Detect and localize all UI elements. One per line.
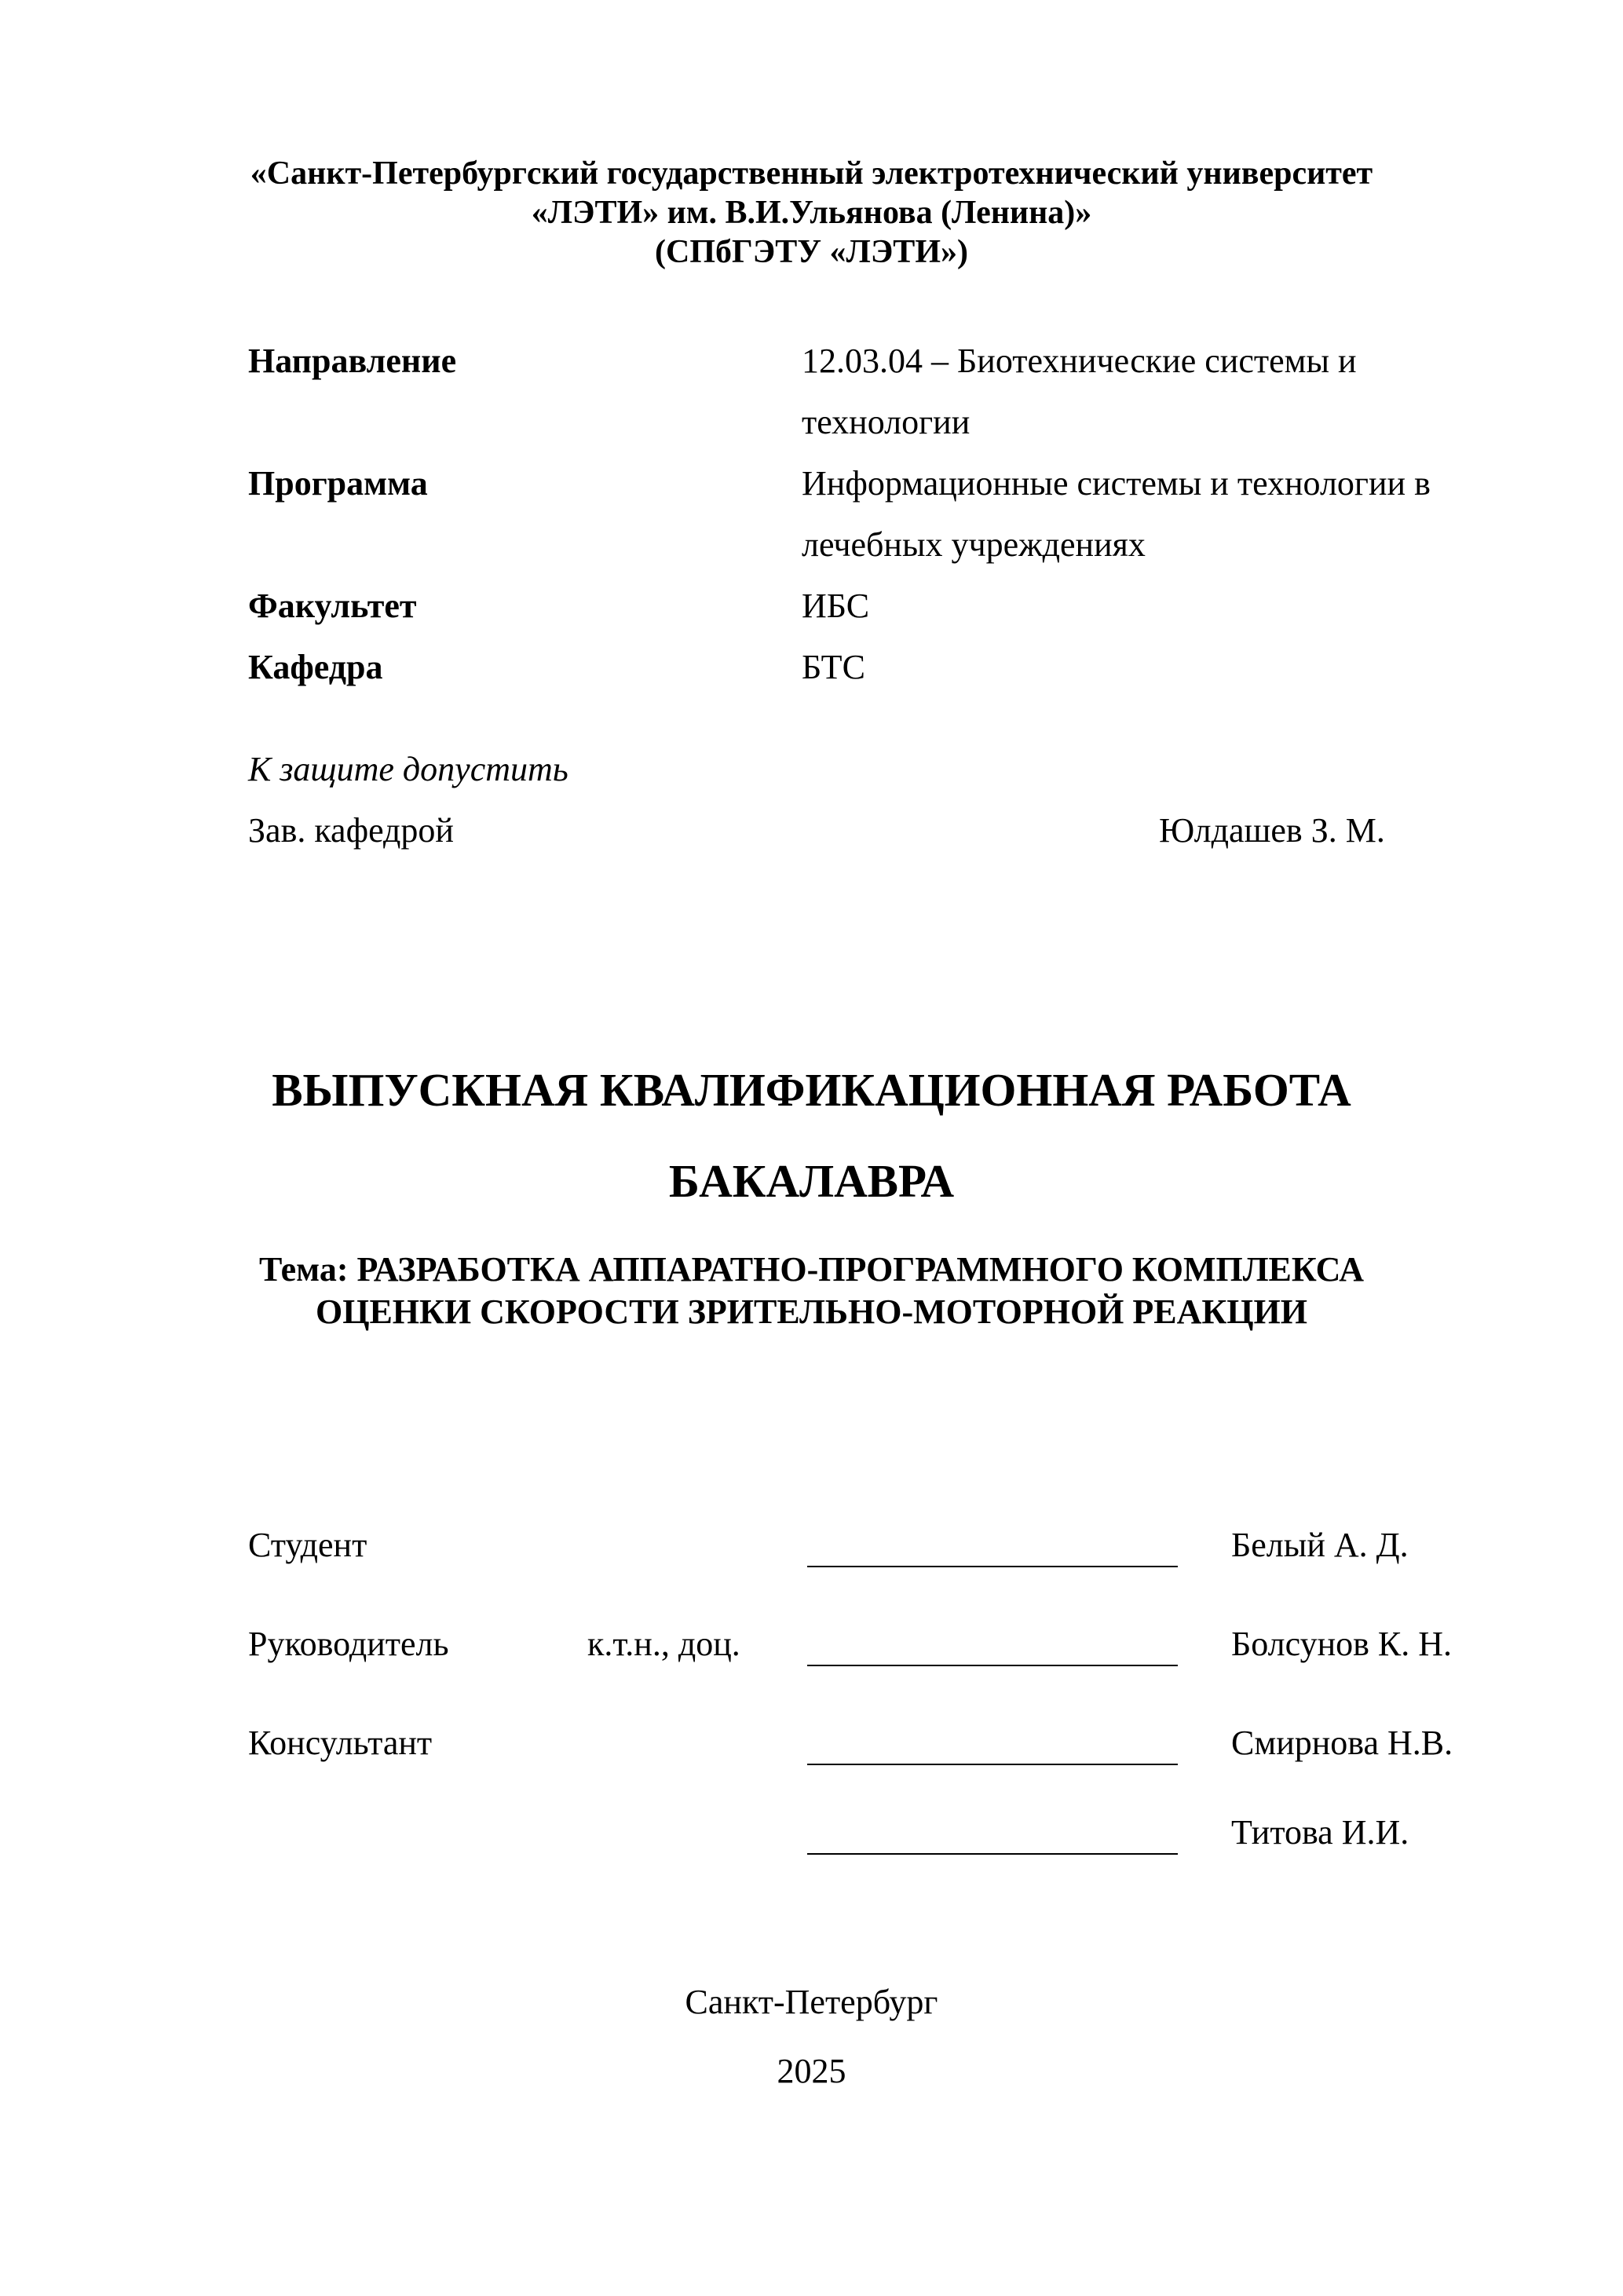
university-line-2: «ЛЭТИ» им. В.И.Ульянова (Ленина)» — [531, 195, 1092, 231]
program-value-line-2: лечебных учреждениях — [802, 525, 1146, 564]
footer — [0, 1968, 1623, 2106]
department-label: Кафедра — [248, 648, 383, 686]
head-of-department-name: Юлдашев З. М. — [1159, 811, 1385, 850]
thesis-topic — [0, 1249, 1623, 1333]
head-of-department-label: Зав. кафедрой — [248, 811, 454, 850]
university-line-3: (СПбГЭТУ «ЛЭТИ») — [655, 234, 968, 270]
program-value-line-1: Информационные системы и технологии в — [802, 464, 1431, 503]
signature-line — [807, 1853, 1178, 1855]
faculty-value: ИБС — [802, 587, 870, 625]
direction-value-line-2: технологии — [802, 403, 971, 441]
thesis-topic-line-1: Тема: РАЗРАБОТКА АППАРАТНО-ПРОГРАММНОГО КОМПЛЕКСА — [258, 1250, 1365, 1289]
signature-name: Болсунов К. Н. — [1231, 1625, 1453, 1663]
signature-name: Белый А. Д. — [1231, 1526, 1409, 1564]
university-header — [0, 154, 1623, 272]
signature-name: Смирнова Н.В. — [1231, 1724, 1453, 1762]
thesis-topic-line-2: ОЦЕНКИ СКОРОСТИ ЗРИТЕЛЬНО-МОТОРНОЙ РЕАКЦИИ — [316, 1292, 1307, 1331]
program-label: Программа — [248, 464, 428, 503]
faculty-label: Факультет — [248, 587, 417, 625]
signature-role: Студент — [248, 1526, 367, 1564]
signature-name: Титова И.И. — [1231, 1813, 1409, 1852]
thesis-title — [0, 1044, 1623, 1227]
signature-line — [807, 1665, 1178, 1666]
signature-line — [807, 1764, 1178, 1765]
direction-label: Направление — [248, 342, 457, 380]
department-value: БТС — [802, 648, 865, 686]
thesis-title-line-2: БАКАЛАВРА — [668, 1155, 955, 1207]
signature-degree: к.т.н., доц. — [587, 1625, 740, 1663]
admit-to-defense-text: К защите допустить — [248, 750, 568, 788]
thesis-title-line-1: ВЫПУСКНАЯ КВАЛИФИКАЦИОННАЯ РАБОТА — [272, 1064, 1351, 1116]
signature-role: Руководитель — [248, 1625, 449, 1663]
university-line-1: «Санкт-Петербургский государственный электротехнический университет — [250, 155, 1373, 192]
signature-role: Консультант — [248, 1724, 433, 1762]
direction-value-line-1: 12.03.04 – Биотехнические системы и — [802, 342, 1357, 380]
footer-year: 2025 — [777, 2052, 846, 2090]
signature-line — [807, 1566, 1178, 1567]
footer-city: Санкт-Петербург — [685, 1983, 938, 2021]
